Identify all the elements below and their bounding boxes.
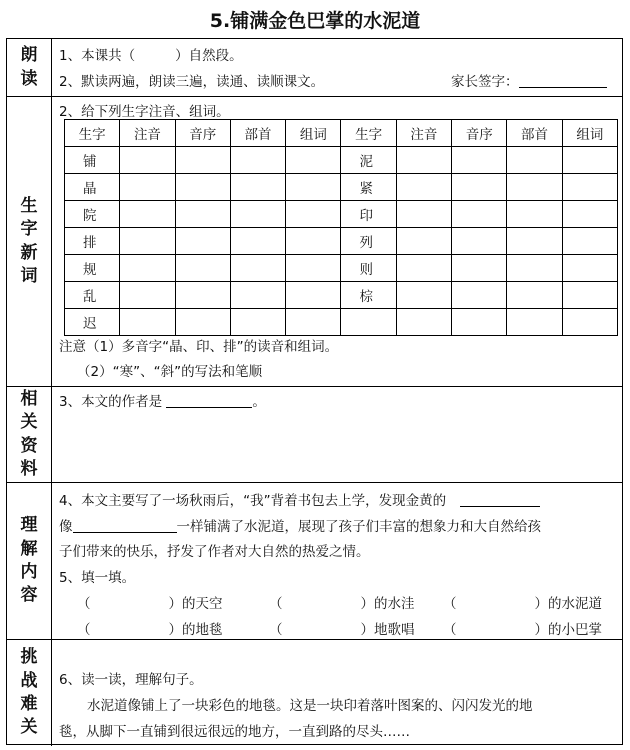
answer-cell[interactable]: [286, 147, 341, 174]
answer-cell[interactable]: [452, 309, 507, 336]
answer-cell[interactable]: [120, 228, 175, 255]
table-header-row: [65, 120, 618, 147]
section-label-info: 相 关 资 料: [7, 387, 52, 482]
question-4-line-1: 4、本文主要写了一场秋雨后，“我”背着书包去上学，发现金黄的: [59, 489, 540, 509]
answer-cell[interactable]: [562, 174, 617, 201]
section-label-reading: [7, 39, 52, 96]
answer-cell[interactable]: [562, 282, 617, 309]
col-header: 注音: [396, 120, 451, 147]
passage-line-2: 毯，从脚下一直铺到很远很远的地方，一直到路的尽头……: [59, 724, 410, 740]
fill-blank-6[interactable]: （ ）的小巴掌: [443, 622, 602, 638]
section-understand: [7, 482, 622, 639]
question-1: 1、本课共（ ）自然段。: [59, 48, 243, 64]
character-cell: 棕: [341, 282, 396, 309]
table-row: [65, 147, 618, 174]
col-header: 音序: [175, 120, 230, 147]
answer-cell[interactable]: [175, 255, 230, 282]
table-row: [65, 309, 618, 336]
section-info: [7, 386, 622, 482]
note-1: 注意（1）多音字“晶、印、排”的读音和组词。: [59, 339, 339, 355]
col-header: 组词: [562, 120, 617, 147]
answer-cell[interactable]: [286, 228, 341, 255]
table-row: [65, 201, 618, 228]
answer-cell[interactable]: [286, 201, 341, 228]
answer-cell[interactable]: [120, 147, 175, 174]
answer-cell[interactable]: [507, 228, 562, 255]
answer-cell[interactable]: [175, 201, 230, 228]
character-cell: 迟: [65, 309, 120, 336]
answer-cell[interactable]: [396, 174, 451, 201]
question-4-line-3: 子们带来的快乐，抒发了作者对大自然的热爱之情。: [59, 544, 370, 560]
parent-signature-field[interactable]: 家长签字：: [451, 70, 607, 90]
answer-cell[interactable]: [175, 174, 230, 201]
answer-cell[interactable]: [396, 228, 451, 255]
answer-cell[interactable]: [507, 282, 562, 309]
character-cell: 规: [65, 255, 120, 282]
character-cell: [341, 309, 396, 336]
section-reading: [7, 39, 622, 96]
fill-blank-1[interactable]: （ ）的天空: [77, 596, 223, 612]
section-label-understand: 理 解 内 容: [7, 483, 52, 639]
fill-blank-5[interactable]: （ ）地歌唱: [269, 622, 415, 638]
answer-cell[interactable]: [230, 282, 285, 309]
question-5: 5、填一填。: [59, 570, 136, 586]
character-table: [64, 119, 618, 336]
col-header: 生字: [65, 120, 120, 147]
answer-cell[interactable]: [230, 201, 285, 228]
answer-cell[interactable]: [507, 255, 562, 282]
question-6: 6、读一读，理解句子。: [59, 672, 203, 688]
question-2-words: 2、给下列生字注音、组词。: [59, 104, 230, 120]
answer-cell[interactable]: [507, 147, 562, 174]
answer-cell[interactable]: [120, 309, 175, 336]
table-row: [65, 282, 618, 309]
passage-line-1: 水泥道像铺上了一块彩色的地毯。这是一块印着落叶图案的、闪闪发光的地: [87, 698, 533, 714]
question-4-line-2: 像 一样铺满了水泥道，展现了孩子们丰富的想象力和大自然给孩: [59, 519, 541, 535]
col-header: 部首: [230, 120, 285, 147]
answer-cell[interactable]: [507, 201, 562, 228]
answer-cell[interactable]: [286, 309, 341, 336]
answer-cell[interactable]: [120, 174, 175, 201]
answer-cell[interactable]: [507, 174, 562, 201]
answer-cell[interactable]: [562, 309, 617, 336]
answer-cell[interactable]: [452, 255, 507, 282]
q4-blank-2[interactable]: [73, 518, 177, 533]
label-char: 朗: [20, 45, 38, 66]
page-title: 5.铺满金色巴掌的水泥道: [209, 10, 421, 32]
answer-cell[interactable]: [452, 282, 507, 309]
table-row: [65, 174, 618, 201]
fill-blank-3[interactable]: （ ）的水泥道: [443, 596, 602, 612]
col-header: 注音: [120, 120, 175, 147]
answer-cell[interactable]: [286, 174, 341, 201]
answer-cell[interactable]: [230, 228, 285, 255]
answer-cell[interactable]: [120, 282, 175, 309]
character-cell: 晶: [65, 174, 120, 201]
answer-cell[interactable]: [452, 201, 507, 228]
table-row: [65, 255, 618, 282]
answer-cell[interactable]: [562, 147, 617, 174]
signature-blank[interactable]: [519, 73, 607, 88]
col-header: 生字: [341, 120, 396, 147]
question-2: 2、默读两遍，朗读三遍，读通、读顺课文。: [59, 74, 325, 90]
fill-blank-4[interactable]: （ ）的地毯: [77, 622, 223, 638]
answer-cell[interactable]: [562, 228, 617, 255]
character-cell: 铺: [65, 147, 120, 174]
answer-cell[interactable]: [396, 147, 451, 174]
character-cell: 印: [341, 201, 396, 228]
answer-cell[interactable]: [452, 147, 507, 174]
answer-cell[interactable]: [286, 282, 341, 309]
answer-cell[interactable]: [230, 174, 285, 201]
answer-cell[interactable]: [175, 282, 230, 309]
author-blank[interactable]: [166, 393, 252, 408]
character-cell: 乱: [65, 282, 120, 309]
table-row: [65, 228, 618, 255]
character-cell: 紧: [341, 174, 396, 201]
character-cell: 排: [65, 228, 120, 255]
answer-cell[interactable]: [562, 255, 617, 282]
col-header: 组词: [286, 120, 341, 147]
section-label-challenge: 挑 战 难 关: [7, 640, 52, 746]
answer-cell[interactable]: [175, 309, 230, 336]
answer-cell[interactable]: [396, 309, 451, 336]
section-challenge: [7, 639, 622, 746]
label-char: 读: [20, 68, 38, 89]
answer-cell[interactable]: [452, 228, 507, 255]
answer-cell[interactable]: [120, 255, 175, 282]
answer-cell[interactable]: [230, 147, 285, 174]
answer-cell[interactable]: [396, 282, 451, 309]
character-cell: 则: [341, 255, 396, 282]
answer-cell[interactable]: [286, 255, 341, 282]
answer-cell[interactable]: [396, 255, 451, 282]
q4-blank-1[interactable]: [460, 492, 540, 507]
note-2: （2）“寒”、“斜”的写法和笔顺: [77, 364, 263, 380]
answer-cell[interactable]: [120, 201, 175, 228]
section-new-words: [7, 96, 622, 386]
answer-cell[interactable]: [396, 201, 451, 228]
answer-cell[interactable]: [175, 147, 230, 174]
answer-cell[interactable]: [562, 201, 617, 228]
character-cell: 列: [341, 228, 396, 255]
section-label-new-words: 生 字 新 词: [7, 97, 52, 386]
worksheet-table: [6, 38, 623, 745]
answer-cell[interactable]: [230, 309, 285, 336]
answer-cell[interactable]: [452, 174, 507, 201]
answer-cell[interactable]: [175, 228, 230, 255]
character-cell: 院: [65, 201, 120, 228]
fill-blank-2[interactable]: （ ）的水洼: [269, 596, 415, 612]
answer-cell[interactable]: [230, 255, 285, 282]
answer-cell[interactable]: [507, 309, 562, 336]
col-header: 音序: [452, 120, 507, 147]
question-3: 3、本文的作者是 。: [59, 394, 266, 410]
character-cell: 泥: [341, 147, 396, 174]
col-header: 部首: [507, 120, 562, 147]
